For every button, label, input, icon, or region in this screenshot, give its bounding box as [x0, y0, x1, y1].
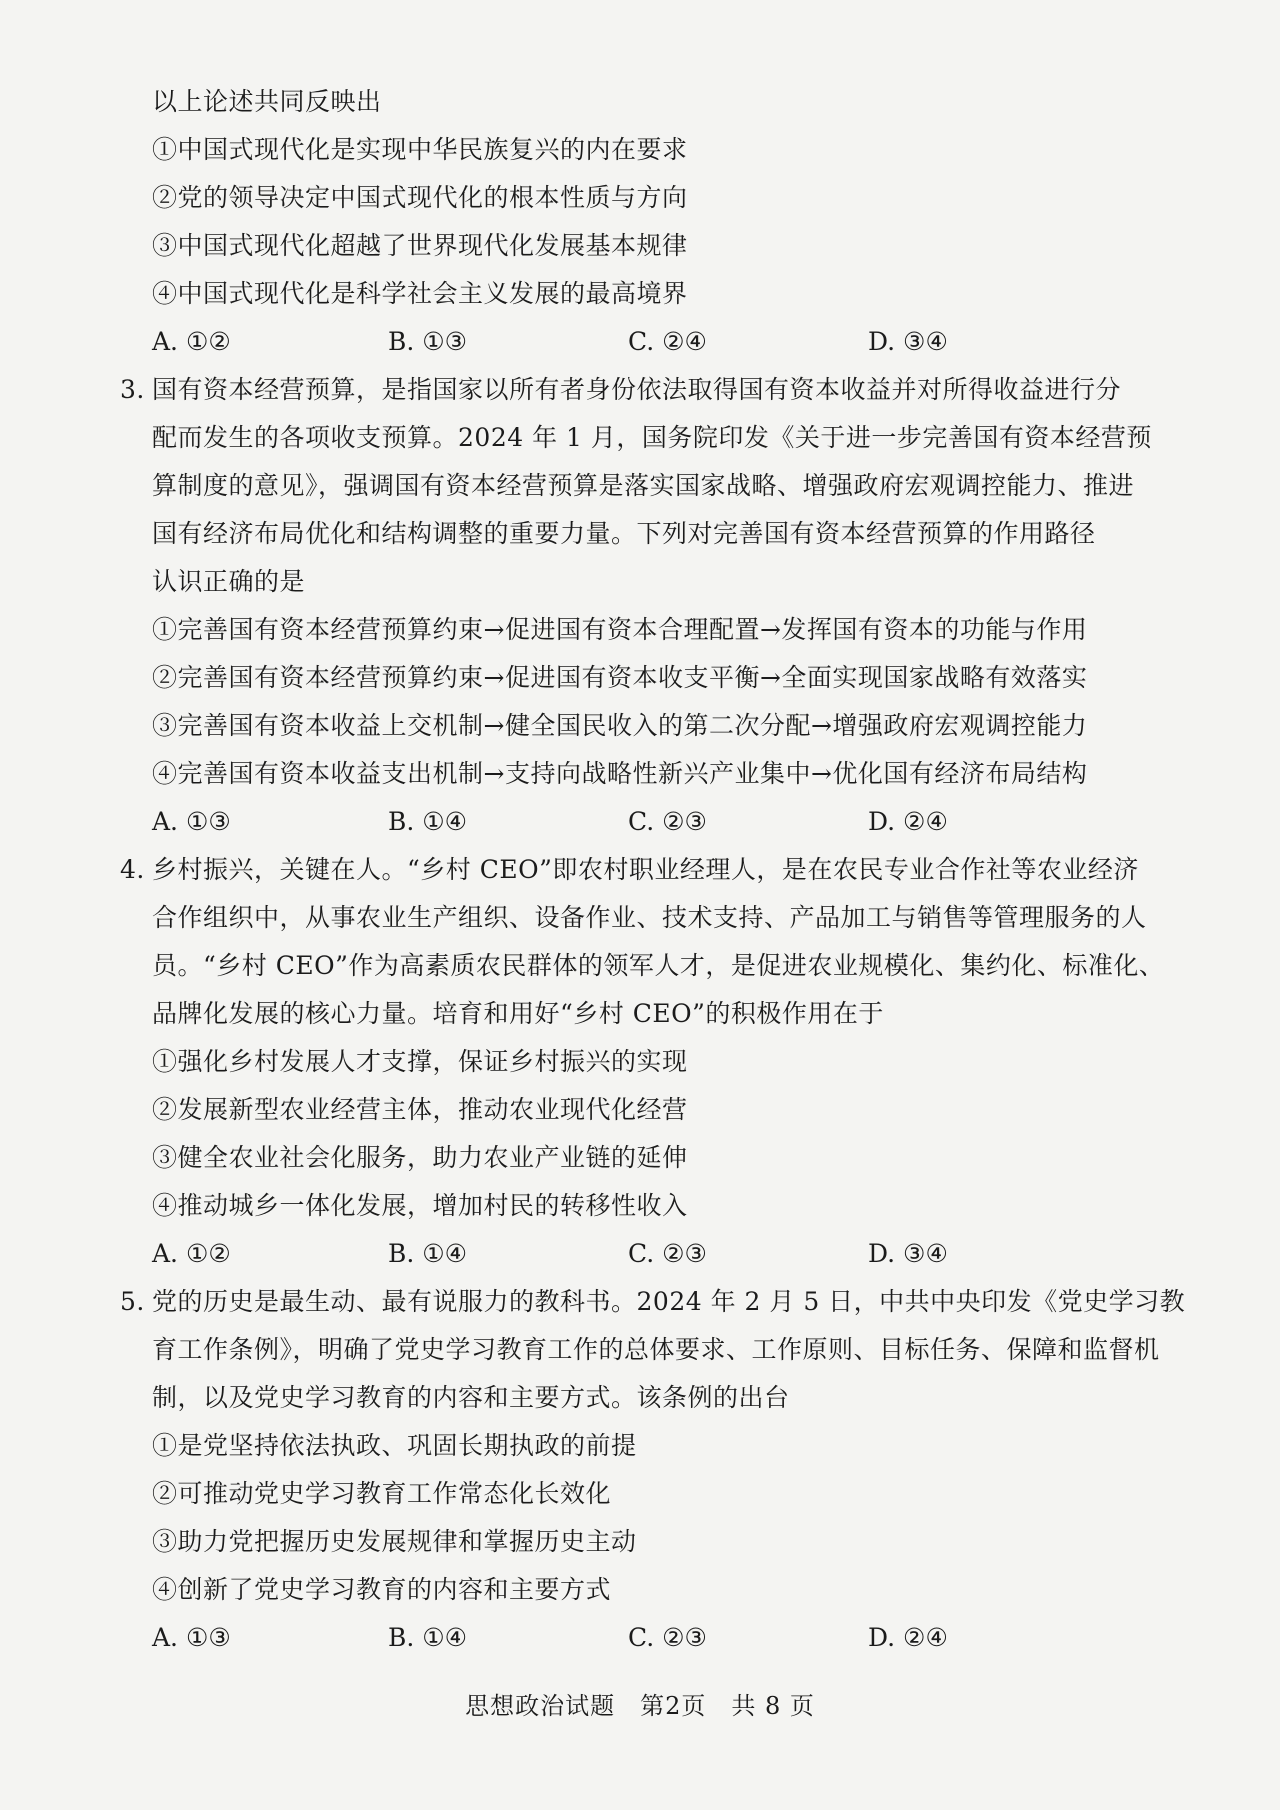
- question-4-stem-line: [120, 846, 1180, 894]
- question-2-option: ②党的领导决定中国式现代化的根本性质与方向: [152, 183, 688, 212]
- choice-d: D. ②④: [868, 807, 948, 836]
- question-3: [120, 366, 1180, 846]
- choice-b: B. ①④: [388, 807, 468, 836]
- choice-b: B. ①④: [388, 1239, 468, 1268]
- choice-a: A. ①③: [152, 1623, 231, 1652]
- choice-d: D. ③④: [868, 327, 948, 356]
- choice-c: C. ②③: [628, 1623, 707, 1652]
- question-5-option: ②可推动党史学习教育工作常态化长效化: [152, 1479, 612, 1508]
- choice-a: A. ①②: [152, 1239, 231, 1268]
- question-number: 3.: [120, 375, 145, 404]
- choice-b: B. ①④: [388, 1623, 468, 1652]
- question-4-option: ④推动城乡一体化发展，增加村民的转移性收入: [152, 1191, 688, 1220]
- question-5-stem-text: 党的历史是最生动、最有说服力的教科书。2024 年 2 月 5 日，中共中央印发《党史学习教: [152, 1287, 1186, 1316]
- question-3-stem-line: 国有经济布局优化和结构调整的重要力量。下列对完善国有资本经营预算的作用路径: [152, 519, 1096, 548]
- question-2-option: ①中国式现代化是实现中华民族复兴的内在要求: [152, 135, 688, 164]
- choice-c: C. ②④: [628, 327, 707, 356]
- question-5-option: ①是党坚持依法执政、巩固长期执政的前提: [152, 1431, 637, 1460]
- question-3-stem-line: [120, 366, 1180, 414]
- question-4-stem-line: 合作组织中，从事农业生产组织、设备作业、技术支持、产品加工与销售等管理服务的人: [152, 903, 1147, 932]
- choice-d: D. ②④: [868, 1623, 948, 1652]
- question-3-choices: [120, 798, 1180, 846]
- question-5: [120, 1278, 1186, 1662]
- question-3-option: ④完善国有资本收益支出机制→支持向战略性新兴产业集中→优化国有经济布局结构: [152, 759, 1088, 788]
- question-3-option: ②完善国有资本经营预算约束→促进国有资本收支平衡→全面实现国家战略有效落实: [152, 663, 1088, 692]
- question-5-option: ③助力党把握历史发展规律和掌握历史主动: [152, 1527, 637, 1556]
- choice-d: D. ③④: [868, 1239, 948, 1268]
- question-number: 4.: [120, 855, 145, 884]
- question-3-option: ③完善国有资本收益上交机制→健全国民收入的第二次分配→增强政府宏观调控能力: [152, 711, 1088, 740]
- question-3-stem-line: 算制度的意见》，强调国有资本经营预算是落实国家战略、增强政府宏观调控能力、推进: [152, 471, 1135, 500]
- question-2-choices: [120, 318, 1180, 366]
- question-2-continuation: [120, 78, 1180, 366]
- question-2-option: ④中国式现代化是科学社会主义发展的最高境界: [152, 279, 688, 308]
- question-2-option: ③中国式现代化超越了世界现代化发展基本规律: [152, 231, 688, 260]
- question-5-stem-line: [120, 1278, 1186, 1326]
- question-number: 5.: [120, 1287, 145, 1316]
- question-3-stem-text: 国有资本经营预算，是指国家以所有者身份依法取得国有资本收益并对所得收益进行分: [152, 375, 1122, 404]
- question-2-lead: 以上论述共同反映出: [152, 87, 382, 116]
- choice-c: C. ②③: [628, 807, 707, 836]
- question-5-choices: [120, 1614, 1180, 1662]
- question-3-stem-line: 配而发生的各项收支预算。2024 年 1 月，国务院印发《关于进一步完善国有资本经营预: [152, 423, 1152, 452]
- choice-a: A. ①②: [152, 327, 231, 356]
- question-4-option: ②发展新型农业经营主体，推动农业现代化经营: [152, 1095, 688, 1124]
- choice-a: A. ①③: [152, 807, 231, 836]
- question-5-stem-line: 育工作条例》，明确了党史学习教育工作的总体要求、工作原则、目标任务、保障和监督机: [152, 1335, 1160, 1364]
- question-4-stem-line: 品牌化发展的核心力量。培育和用好“乡村 CEO”的积极作用在于: [152, 999, 884, 1028]
- question-4-option: ③健全农业社会化服务，助力农业产业链的延伸: [152, 1143, 688, 1172]
- page-footer: 思想政治试题 第2页 共 8 页: [465, 1692, 815, 1720]
- question-5-option: ④创新了党史学习教育的内容和主要方式: [152, 1575, 612, 1604]
- question-3-stem-line: 认识正确的是: [152, 567, 306, 596]
- question-4: [120, 846, 1180, 1278]
- question-4-choices: [120, 1230, 1180, 1278]
- choice-b: B. ①③: [388, 327, 468, 356]
- question-4-stem-line: 员。“乡村 CEO”作为高素质农民群体的领军人才，是促进农业规模化、集约化、标准化、: [152, 951, 1165, 980]
- question-4-option: ①强化乡村发展人才支撑，保证乡村振兴的实现: [152, 1047, 688, 1076]
- exam-content: [120, 78, 1186, 1662]
- choice-c: C. ②③: [628, 1239, 707, 1268]
- question-3-option: ①完善国有资本经营预算约束→促进国有资本合理配置→发挥国有资本的功能与作用: [152, 615, 1088, 644]
- question-4-stem-text: 乡村振兴，关键在人。“乡村 CEO”即农村职业经理人，是在农民专业合作社等农业经济: [152, 855, 1139, 884]
- question-5-stem-line: 制，以及党史学习教育的内容和主要方式。该条例的出台: [152, 1383, 790, 1412]
